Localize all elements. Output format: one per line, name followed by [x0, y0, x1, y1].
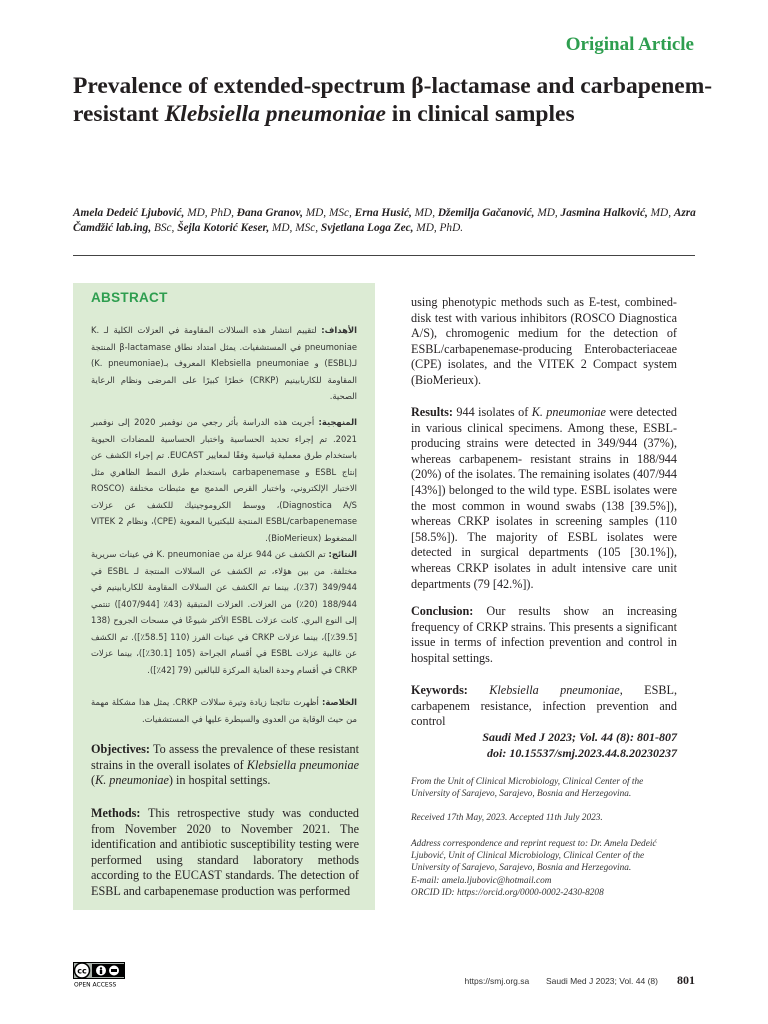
objectives-italic: Klebsiella pneumoniae: [246, 757, 359, 772]
arabic-results: [91, 546, 357, 678]
arabic-results-label: النتائج:: [328, 549, 358, 559]
arabic-conclusion-text: أظهرت نتائجنا زيادة وتيرة سلالات CRKP. يمثل هذا مشكلة مهمة من حيث الوقاية من العدوى والسيطرة عليها في المستشفيات.: [91, 697, 357, 724]
keywords-paragraph: [411, 683, 677, 730]
page-number: 801: [677, 973, 695, 987]
title-part-1: Prevalence of extended-spectrum β-lactamase and carbapenem-resistant: [73, 73, 713, 127]
cc-text: cc: [77, 966, 87, 976]
author-credentials: MD,: [534, 207, 561, 219]
arabic-methods: [91, 414, 357, 546]
received-note: Received 17th May, 2023. Accepted 11th July 2023.: [411, 813, 603, 823]
objectives-paragraph: [91, 742, 359, 789]
arabic-results-text: تم الكشف عن 944 عزلة من K. pneumoniae في عينات سريرية مختلفة. من بين هؤلاء، تم الكشف عن السلالات المنتجة لـ ESBL في 349/944 (37٪)، بينما تم الكشف عن السلالات المقاومة للكاربابينيم في 188/944 (20٪) من العزلات. العزلات المتبقية (43٪ [407/944]) تنتمي إلى النوع البري. كانت عزلات ESBL الأكثر شيوعًا في مسحات الجروح (138 [39.5٪])، بينما عزلات CRKP في عينات الفرز (110 [58.5٪]). تم الكشف عن غالبية عزلات ESBL في أقسام الجراحة (105 [30.1٪])، بينما عزلات CRKP في أقسام وحدة العناية المركزة للبالغين (79 [42٪]).: [91, 549, 358, 675]
methods-paragraph: [91, 806, 359, 900]
objectives-italic: K. pneumoniae: [95, 773, 169, 788]
author-credentials: MD,: [647, 207, 674, 219]
author-credentials: MD, PhD,: [184, 207, 237, 219]
affiliation-note: From the Unit of Clinical Microbiology, Clinical Center of the University of Sarajevo, Sarajevo, Bosnia and Herzegovina.: [411, 777, 644, 800]
results-label: Results:: [411, 405, 453, 419]
results-paragraph: [411, 405, 677, 592]
author-credentials: MD,: [411, 207, 438, 219]
citation-block: [411, 730, 677, 761]
author-credentials: BSc,: [151, 222, 178, 234]
keywords-text: , ESBL, carbapenem resistance, infection prevention and control: [411, 683, 678, 729]
author-name: Šejla Kotorić Keser,: [177, 222, 270, 234]
journal-citation: Saudi Med J 2023; Vol. 44 (8): 801-807: [482, 730, 677, 744]
footer-info: [465, 976, 658, 986]
objectives-text: To assess the prevalence of these resistant strains in the overall isolates of: [91, 742, 359, 772]
arabic-methods-text: أجريت هذه الدراسة بأثر رجعي من نوفمبر 2020 إلى نوفمبر 2021. تم إجراء تحديد الحساسية واختبار الحساسية للمضادات الحيوية باستخدام طرق معملية قياسية وفقًا لمعايير EUCAST. تم إجراء الكشف عن إنتاج ESBL و carbapenemase باستخدام طرق النمط الظاهري مثل الاختبار الإلكتروني، واختبار القرص المدمج مع مثبطات مختلفة (ROSCO Diagnostica A/S)، ووسط الكروموجينيك للكشف عن عزلات ESBL/carbapenemase المنتجة للبكتيريا المعوية (CPE)، ونظام VITEK 2 المضغوط (BioMerieux).: [91, 417, 358, 543]
title-part-2: in clinical samples: [385, 101, 575, 127]
conclusion-text: Our results show an increasing frequency of CRKP strains. This presents a significant issue in terms of infection prevention and control in hospital settings.: [411, 604, 677, 665]
author-name: Amela Dedeić Ljubović,: [73, 207, 185, 219]
arabic-objectives: [91, 322, 357, 405]
title-italic: Klebsiella pneumoniae: [164, 101, 386, 127]
results-italic: K. pneumoniae: [531, 405, 606, 419]
doi[interactable]: doi: 10.15537/smj.2023.44.8.20230237: [486, 745, 677, 760]
objectives-label: Objectives:: [91, 742, 150, 756]
objectives-text: (: [91, 773, 96, 788]
methods-label: Methods:: [91, 806, 141, 820]
author-credentials: MD, MSc,: [302, 207, 355, 219]
arabic-conclusion: [91, 694, 357, 727]
orcid-link[interactable]: ORCID ID: https://orcid.org/0000-0002-2430-8208: [411, 887, 604, 898]
author-name: Erna Husić,: [354, 207, 412, 219]
author-name: Azra Čamdžić lab.ing,: [73, 207, 696, 234]
open-access-label: OPEN ACCESS: [74, 981, 117, 988]
arabic-objectives-text: لتقييم انتشار هذه السلالات المقاومة في العزلات الكلية لـ K. pneumoniae في المستشفيات. يمثل امتداد نطاق β-lactamase المنتجة لـ(ESBL) و Klebsiella pneumoniae المعروف بـ(K. pneumoniae) المقاومة للكاربابينيم (CRKP) خطرًا كبيرًا على المرضى ونظام الرعاية الصحية.: [91, 325, 358, 401]
results-text: 944 isolates of: [452, 405, 532, 419]
author-name: Jasmina Halković,: [560, 207, 648, 219]
correspondence-note: [411, 838, 677, 899]
cc-by-icon: [73, 962, 125, 988]
article-title: [73, 72, 713, 128]
conclusion-paragraph: [411, 604, 677, 666]
conclusion-label: Conclusion:: [411, 604, 474, 618]
correspondence-address: Address correspondence and reprint request to: Dr. Amela Dedeić Ljubović, Unit of Clinical Microbiology, Clinical Center of the University of Sarajevo, Sarajevo, Bosnia and Herzegovina.: [411, 839, 657, 874]
author-credentials: MD, PhD.: [413, 222, 464, 234]
results-text: were detected in various clinical specimens. Among these, ESBL-producing strains were detected in 349/944 (37%), whereas carbapenem- resistant strains in 188/944 (20%) of the isolates. The remaining isolates (407/944 [43%]) belonged to the wild type. ESBL isolates were the most common in wound swabs (138 [39.5%]), whereas CRKP isolates in screening samples (110 [58.5%]). The majority of ESBL isolates were detected in surgical departments (105 [30.1%]), whereas CRKP isolates in adult intensive care unit departments (79 [42.%]).: [411, 405, 677, 591]
methods-continued: using phenotypic methods such as E-test, combined-disk test with various inhibitors (ROSCO Diagnostica A/S), chromogenic medium for the detection of ESBL/carbapenemase-producing Enterobacteriaceae (CPE) isolates, and the VITEK 2 Compact system (BioMerieux).: [411, 295, 677, 387]
objectives-text: ) in hospital settings.: [168, 773, 271, 788]
author-name: Svjetlana Loga Zec,: [320, 222, 414, 234]
arabic-conclusion-label: الخلاصة:: [322, 697, 357, 707]
abstract-heading: ABSTRACT: [91, 290, 168, 305]
author-list: [73, 206, 698, 236]
arabic-objectives-label: الأهداف:: [321, 325, 357, 335]
cc-license-badge[interactable]: [73, 962, 125, 988]
journal-issue: Saudi Med J 2023; Vol. 44 (8): [546, 976, 658, 986]
journal-url[interactable]: https://smj.org.sa: [464, 976, 530, 986]
email-address[interactable]: E-mail: amela.ljubovic@hotmail.com: [411, 875, 552, 886]
header-divider: [73, 255, 695, 256]
keywords-italic: Klebsiella pneumoniae: [467, 683, 620, 697]
author-credentials: MD, MSc,: [269, 222, 321, 234]
author-name: Đana Granov,: [236, 207, 303, 219]
arabic-methods-label: المنهجية:: [318, 417, 357, 427]
section-label: Original Article: [565, 34, 694, 55]
author-name: Džemilja Gačanović,: [437, 207, 535, 219]
keywords-label: Keywords:: [411, 683, 468, 697]
methods-text: This retrospective study was conducted from November 2020 to November 2021. The identification and antibiotic susceptibility testing were performed using standard laboratory methods according to the EUCAST standards. The detection of ESBL and carbapenemase production was performed: [91, 806, 359, 898]
